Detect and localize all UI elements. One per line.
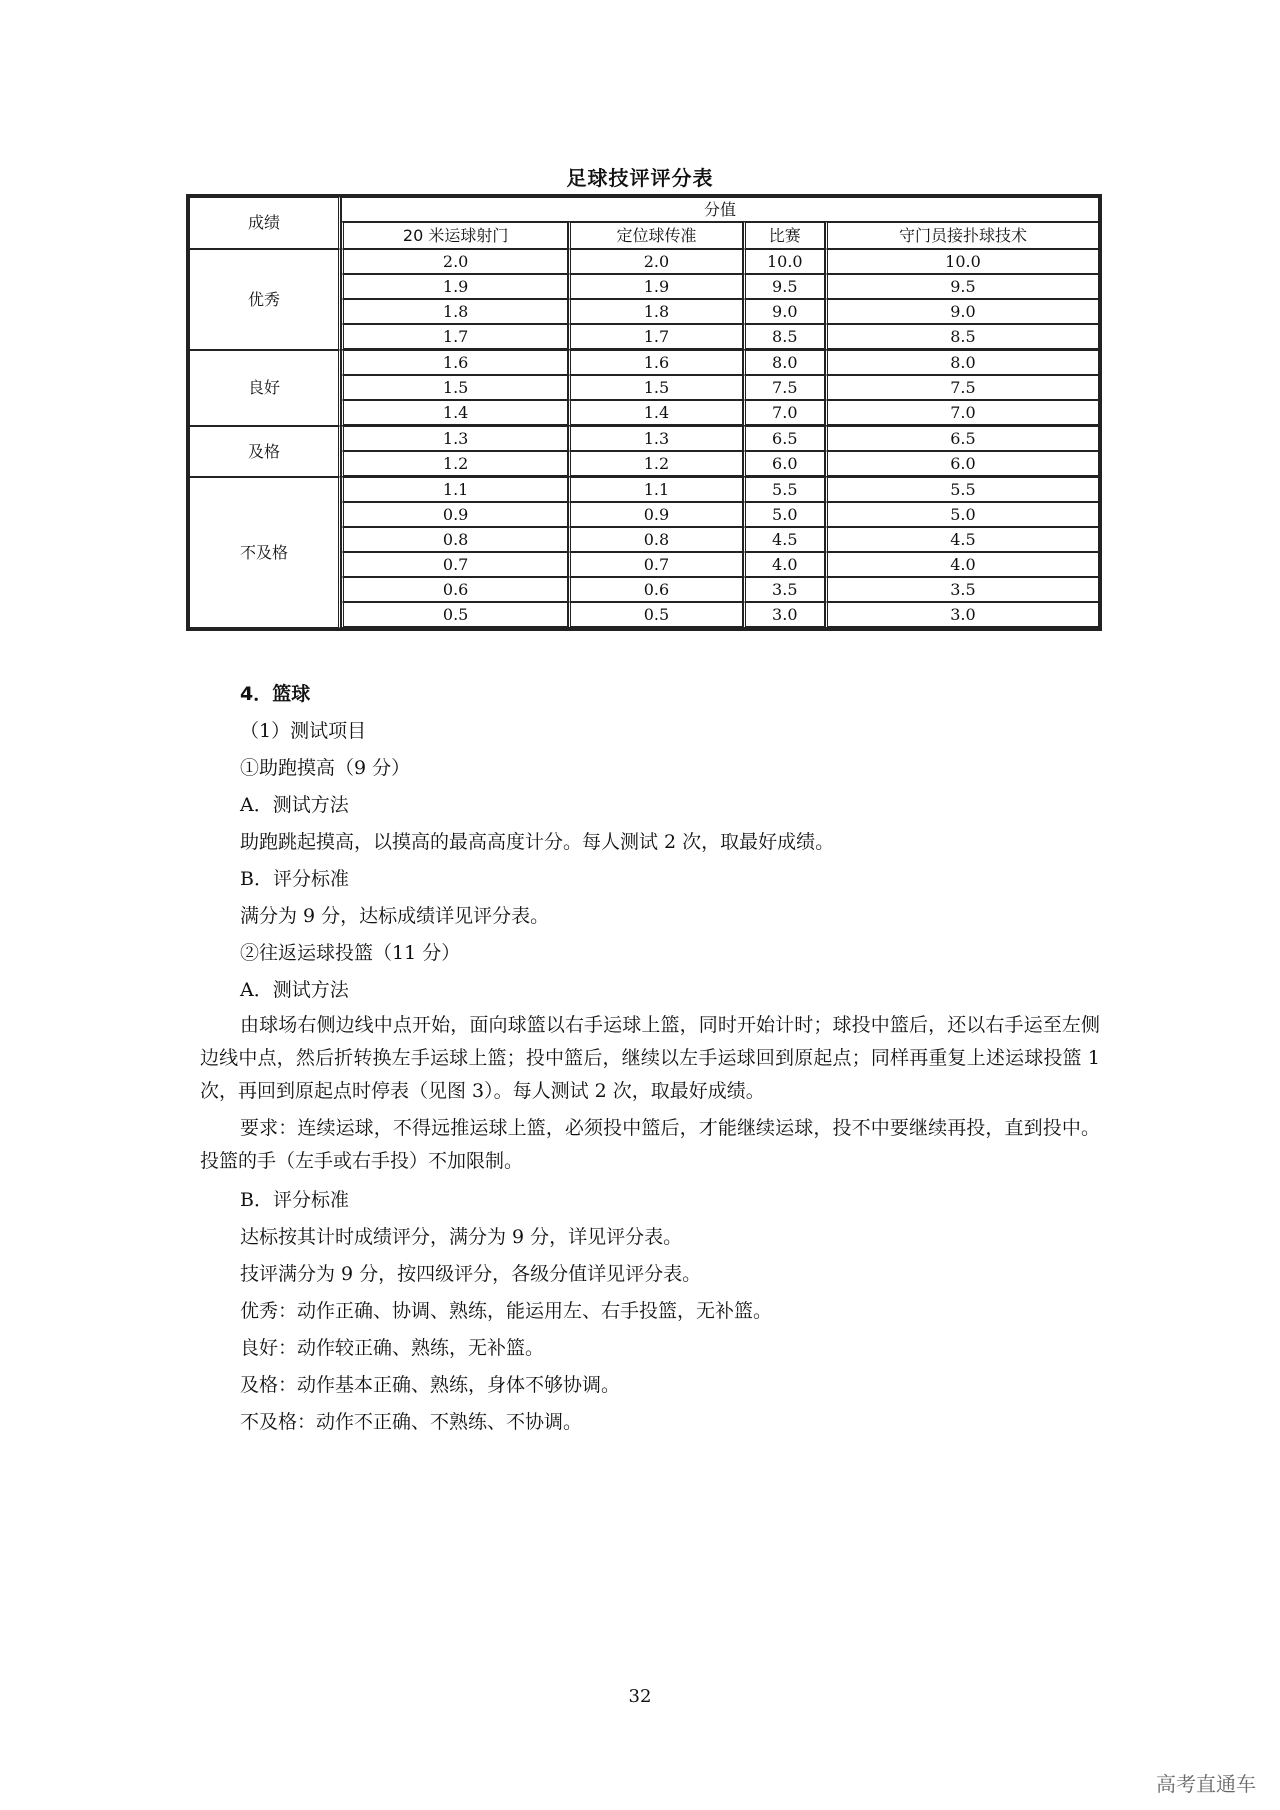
score-cell: 10.0 bbox=[825, 249, 1099, 274]
score-cell: 2.0 bbox=[341, 249, 568, 274]
score-cell: 1.1 bbox=[341, 477, 568, 502]
watermark: 高考直通车 bbox=[1156, 1772, 1256, 1796]
score-cell: 1.1 bbox=[568, 477, 742, 502]
score-cell: 1.3 bbox=[341, 426, 568, 451]
score-cell: 0.7 bbox=[341, 552, 568, 577]
score-cell: 3.0 bbox=[825, 602, 1099, 628]
score-cell: 4.5 bbox=[825, 527, 1099, 552]
score-cell: 4.0 bbox=[743, 552, 825, 577]
header-score: 分值 bbox=[341, 197, 1099, 222]
column-header: 比赛 bbox=[743, 222, 825, 249]
item2-requirement: 要求：连续运球，不得远推运球上篮，必须投中篮后，才能继续运球，投不中要继续再投，直到投中。投篮的手（左手或右手投）不加限制。 bbox=[200, 1117, 1100, 1172]
score-cell: 3.5 bbox=[743, 577, 825, 602]
score-cell: 0.9 bbox=[568, 502, 742, 527]
table-title: 足球技评评分表 bbox=[566, 166, 714, 190]
table-row bbox=[189, 426, 1099, 451]
score-cell: 6.5 bbox=[825, 426, 1099, 451]
item2-criteria-2: 技评满分为 9 分，按四级评分，各级分值详见评分表。 bbox=[240, 1263, 702, 1285]
score-cell: 1.6 bbox=[568, 350, 742, 375]
score-cell: 3.0 bbox=[743, 602, 825, 628]
score-cell: 8.5 bbox=[825, 324, 1099, 350]
score-cell: 1.3 bbox=[568, 426, 742, 451]
score-cell: 1.8 bbox=[568, 299, 742, 324]
basketball-section bbox=[200, 676, 1100, 1441]
column-header: 20 米运球射门 bbox=[341, 222, 568, 249]
grade-fail: 不及格：动作不正确、不熟练、不协调。 bbox=[240, 1411, 583, 1433]
score-cell: 5.0 bbox=[743, 502, 825, 527]
grade-excellent: 优秀：动作正确、协调、熟练，能运用左、右手投篮，无补篮。 bbox=[240, 1300, 773, 1322]
item2-criteria-label: B．评分标准 bbox=[240, 1189, 349, 1211]
score-cell: 0.8 bbox=[568, 527, 742, 552]
score-cell: 4.5 bbox=[743, 527, 825, 552]
score-cell: 4.0 bbox=[825, 552, 1099, 577]
score-cell: 9.5 bbox=[825, 274, 1099, 299]
score-cell: 9.0 bbox=[743, 299, 825, 324]
score-cell: 1.2 bbox=[568, 451, 742, 477]
score-cell: 7.5 bbox=[825, 375, 1099, 400]
score-cell: 1.6 bbox=[341, 350, 568, 375]
item1-method-label: A．测试方法 bbox=[240, 794, 349, 816]
score-cell: 5.0 bbox=[825, 502, 1099, 527]
score-cell: 0.7 bbox=[568, 552, 742, 577]
score-cell: 0.9 bbox=[341, 502, 568, 527]
score-cell: 1.9 bbox=[568, 274, 742, 299]
score-cell: 6.5 bbox=[743, 426, 825, 451]
score-cell: 1.7 bbox=[568, 324, 742, 350]
score-cell: 9.0 bbox=[825, 299, 1099, 324]
score-cell: 1.9 bbox=[341, 274, 568, 299]
item2-method: 由球场右侧边线中点开始，面向球篮以右手运球上篮，同时开始计时；球投中篮后，还以右手运至左侧边线中点，然后折转换左手运球上篮；投中篮后，继续以左手运球回到原起点；同样再重复上述运球投篮 1 次，再回到原起点时停表（见图 3）。每人测试 2 次，取最好成绩。 bbox=[200, 1014, 1100, 1102]
score-cell: 7.5 bbox=[743, 375, 825, 400]
score-cell: 0.5 bbox=[568, 602, 742, 628]
score-cell: 8.5 bbox=[743, 324, 825, 350]
grade-cell: 良好 bbox=[189, 350, 341, 426]
score-cell: 0.8 bbox=[341, 527, 568, 552]
table-row bbox=[189, 350, 1099, 375]
grade-pass: 及格：动作基本正确、熟练，身体不够协调。 bbox=[240, 1374, 621, 1396]
score-cell: 1.4 bbox=[341, 400, 568, 426]
score-cell: 1.5 bbox=[341, 375, 568, 400]
item1-title: ①助跑摸高（9 分） bbox=[240, 757, 411, 779]
section-heading: 4．篮球 bbox=[240, 683, 311, 705]
score-cell: 6.0 bbox=[743, 451, 825, 477]
score-cell: 6.0 bbox=[825, 451, 1099, 477]
score-cell: 9.5 bbox=[743, 274, 825, 299]
table-row bbox=[189, 477, 1099, 502]
score-cell: 8.0 bbox=[825, 350, 1099, 375]
item1-criteria: 满分为 9 分，达标成绩详见评分表。 bbox=[240, 905, 550, 927]
score-cell: 2.0 bbox=[568, 249, 742, 274]
score-cell: 0.6 bbox=[341, 577, 568, 602]
test-items-label: （1）测试项目 bbox=[240, 720, 367, 742]
score-cell: 7.0 bbox=[825, 400, 1099, 426]
score-cell: 1.8 bbox=[341, 299, 568, 324]
item2-method-label: A．测试方法 bbox=[240, 979, 349, 1001]
score-cell: 1.2 bbox=[341, 451, 568, 477]
score-cell: 0.5 bbox=[341, 602, 568, 628]
score-cell: 1.4 bbox=[568, 400, 742, 426]
score-cell: 5.5 bbox=[825, 477, 1099, 502]
score-cell: 3.5 bbox=[825, 577, 1099, 602]
score-cell: 1.5 bbox=[568, 375, 742, 400]
score-cell: 10.0 bbox=[743, 249, 825, 274]
header-grade: 成绩 bbox=[189, 197, 341, 249]
table-row bbox=[189, 249, 1099, 274]
grade-cell: 及格 bbox=[189, 426, 341, 477]
score-cell: 7.0 bbox=[743, 400, 825, 426]
column-header: 守门员接扑球技术 bbox=[825, 222, 1099, 249]
score-cell: 0.6 bbox=[568, 577, 742, 602]
football-score-table bbox=[186, 194, 1102, 631]
page-number: 32 bbox=[628, 1686, 652, 1707]
grade-good: 良好：动作较正确、熟练，无补篮。 bbox=[240, 1337, 545, 1359]
item1-criteria-label: B．评分标准 bbox=[240, 868, 349, 890]
column-header: 定位球传准 bbox=[568, 222, 742, 249]
grade-cell: 不及格 bbox=[189, 477, 341, 628]
item1-method: 助跑跳起摸高，以摸高的最高高度计分。每人测试 2 次，取最好成绩。 bbox=[240, 831, 835, 853]
grade-cell: 优秀 bbox=[189, 249, 341, 350]
score-cell: 1.7 bbox=[341, 324, 568, 350]
score-cell: 8.0 bbox=[743, 350, 825, 375]
score-cell: 5.5 bbox=[743, 477, 825, 502]
item2-title: ②往返运球投篮（11 分） bbox=[240, 942, 461, 964]
item2-criteria-1: 达标按其计时成绩评分，满分为 9 分，详见评分表。 bbox=[240, 1226, 683, 1248]
